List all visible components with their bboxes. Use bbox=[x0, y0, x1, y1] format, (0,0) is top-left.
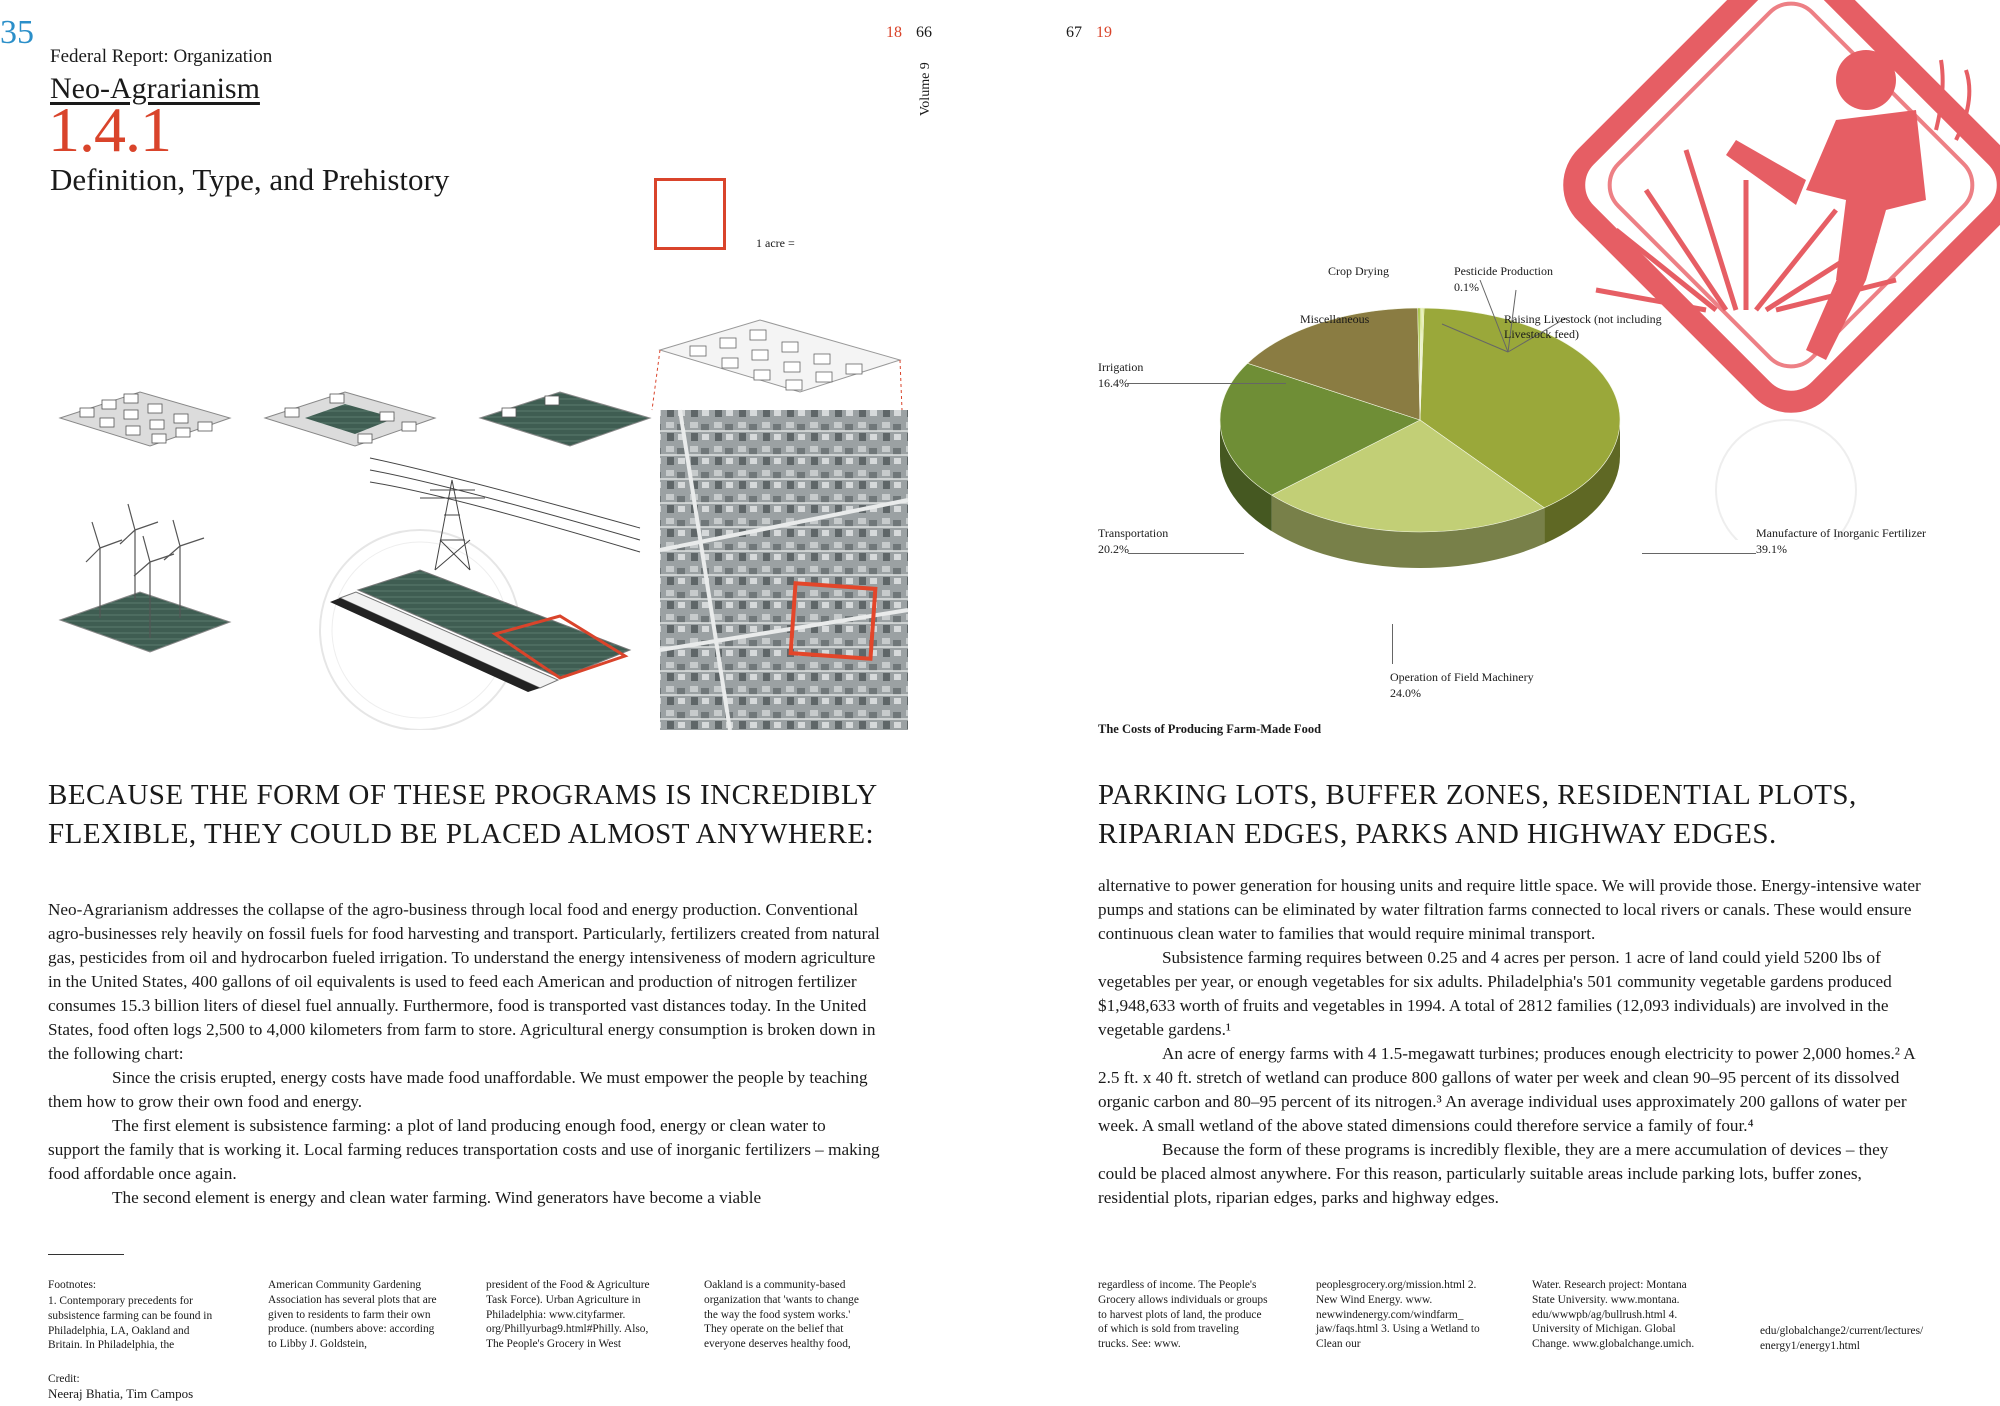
leader-line bbox=[1128, 553, 1244, 554]
pie-value: 20.2% bbox=[1098, 542, 1129, 556]
pie-label: Pesticide Production bbox=[1454, 264, 1553, 278]
corner-page-number: 35 bbox=[0, 14, 34, 51]
footnote-column: Oakland is a community-based organization that 'wants to change the way the food system works.' They operate on the belief that everyone deserves healthy food, bbox=[704, 1279, 859, 1351]
right-body bbox=[1098, 874, 1930, 1210]
right-paragraph: alternative to power generation for housing units and require little space. We will provide those. Energy-intensive water pumps and stations can be eliminated by water filtration farms connected to local rivers or canals. These would ensure continuous clean water to families that would require minimal transport. bbox=[1098, 876, 1921, 943]
section-number: 1.4.1 bbox=[48, 94, 171, 165]
left-headline: BECAUSE THE FORM OF THESE PROGRAMS IS INCREDIBLY FLEXIBLE, THEY COULD BE PLACED ALMOST ANYWHERE: bbox=[48, 779, 877, 850]
leader-line bbox=[1392, 624, 1393, 664]
credit-names: Neeraj Bhatia, Tim Campos bbox=[48, 1386, 194, 1401]
footnote-column: peoplesgrocery.org/mission.html 2. New Wind Energy. www. newwindenergy.com/windfarm_ jaw/faqs.html 3. Using a Wetland to Clean our bbox=[1316, 1279, 1480, 1351]
page-number-red: 19 bbox=[1096, 24, 1112, 41]
right-paragraph: An acre of energy farms with 4 1.5-megawatt turbines; produces enough electricity to power 2,000 homes.² A 2.5 ft. x 40 ft. stretch of wetland can produce 800 gallons of water per week and clean 90–95 percent of its dissolved organic carbon and 80–95 percent of its nitrogen.³ An average individual uses approximately 200 gallons of water per week. A small wetland of the above stated dimensions could therefore service a family of four.⁴ bbox=[1098, 1044, 1915, 1135]
left-paragraph: The second element is energy and clean water farming. Wind generators have become a viable bbox=[112, 1188, 762, 1207]
footnote-rule bbox=[48, 1254, 124, 1255]
leader-line bbox=[1642, 553, 1756, 554]
pie-value: 39.1% bbox=[1756, 542, 1787, 556]
page-number: 67 bbox=[1066, 24, 1082, 41]
section-subtitle: Definition, Type, and Prehistory bbox=[50, 162, 450, 197]
pie-label: Raising Livestock (not including Livestock feed) bbox=[1504, 312, 1662, 341]
pie-label: Operation of Field Machinery bbox=[1390, 670, 1534, 684]
footnote-heading: Footnotes: bbox=[48, 1279, 97, 1291]
pie-value: 16.4% bbox=[1098, 376, 1129, 390]
right-headline: PARKING LOTS, BUFFER ZONES, RESIDENTIAL PLOTS, RIPARIAN EDGES, PARKS AND HIGHWAY EDGES. bbox=[1098, 779, 1857, 850]
pie-label: Miscellaneous bbox=[1300, 312, 1370, 326]
footnote-column: 1. Contemporary precedents for subsistence farming can be found in Philadelphia, LA, Oakland and Britain. In Philadelphia, the bbox=[48, 1295, 213, 1352]
pie-label: Irrigation bbox=[1098, 360, 1144, 374]
volume-label: Volume 9 bbox=[918, 62, 933, 116]
right-page bbox=[1000, 0, 2000, 1406]
left-paragraph: The first element is subsistence farming: a plot of land producing enough food, energy or clean water to support the family that is working it. Local farming reduces transportation costs and use of inorganic fertilizers – making food affordable once again. bbox=[48, 1116, 880, 1183]
right-paragraph: Because the form of these programs is incredibly flexible, they are a mere accumulation of devices – they could be placed almost anywhere. For this reason, particularly suitable areas include parking lots, buffer zones, residential plots, riparian edges, parks and highway edges. bbox=[1098, 1140, 1889, 1207]
right-paragraph: Subsistence farming requires between 0.25 and 4 acres per person. 1 acre of land could yield 5200 lbs of vegetables per year, or enough vegetables for six adults. Philadelphia's 501 community vegetable gardens produced $1,948,633 worth of fruits and vegetables in 1994. A total of 2812 families (12,093 individuals) are involved in the vegetable gardens.¹ bbox=[1098, 948, 1892, 1039]
acre-square-icon bbox=[654, 178, 726, 250]
footnote-column: president of the Food & Agriculture Task Force). Urban Agriculture in Philadelphia: www.cityfarmer. org/Phillyurbag9.html#Philly. Also, The People's Grocery in West bbox=[486, 1279, 650, 1351]
pie-label: Crop Drying bbox=[1328, 264, 1389, 278]
page-number-red: 18 bbox=[886, 24, 902, 41]
leader-line bbox=[1128, 383, 1286, 384]
left-paragraph: Neo-Agrarianism addresses the collapse of the agro-business through local food and energy production. Conventional agro-businesses rely heavily on fossil fuels for food harvesting and transport. Particularly, fertilizers created from natural gas, pesticides from oil and hydrocarbon fueled irrigation. To understand the energy intensiveness of modern agriculture in the United States, 400 gallons of oil equivalents is used to feed each American and production of nitrogen fertilizer consumes 15.3 billion liters of diesel fuel annually. Furthermore, food is transported vast distances today. In the United States, food often logs 2,500 to 4,000 kilometers from farm to store. Agricultural energy consumption is broken down in the following chart: bbox=[48, 900, 880, 1063]
chart-title: The Costs of Producing Farm-Made Food bbox=[1098, 722, 1322, 736]
pie-value: 24.0% bbox=[1390, 686, 1421, 700]
pie-label: Manufacture of Inorganic Fertilizer bbox=[1756, 526, 1927, 540]
footnote-column: regardless of income. The People's Grocery allows individuals or groups to harvest plots of land, the produce of which is sold from traveling trucks. See: www. bbox=[1098, 1279, 1268, 1351]
footnote-column: edu/globalchange2/current/lectures/ energy1/energy1.html bbox=[1760, 1325, 1924, 1352]
left-paragraph: Since the crisis erupted, energy costs have made food unaffordable. We must empower the people by teaching them how to grow their own food and energy. bbox=[48, 1068, 868, 1111]
pie-label: Transportation bbox=[1098, 526, 1169, 540]
credit-label: Credit: bbox=[48, 1373, 80, 1385]
acre-label: 1 acre = bbox=[756, 236, 795, 250]
page-number: 66 bbox=[916, 24, 932, 41]
pie-value: 0.1% bbox=[1454, 280, 1479, 294]
left-body bbox=[48, 898, 880, 1210]
land-use-illustration bbox=[40, 300, 920, 730]
org-line: Federal Report: Organization bbox=[50, 46, 273, 67]
footnote-column: American Community Gardening Association has several plots that are given to residents to farm their own produce. (numbers above: according to Libby J. Goldstein, bbox=[268, 1279, 437, 1351]
footnote-column: Water. Research project: Montana State University. www.montana. edu/wwwpb/ag/bullrush.html 4. University of Michigan. Global Change. www.globalchange.umich. bbox=[1532, 1279, 1695, 1351]
page-title: Neo-Agrarianism bbox=[50, 72, 260, 105]
